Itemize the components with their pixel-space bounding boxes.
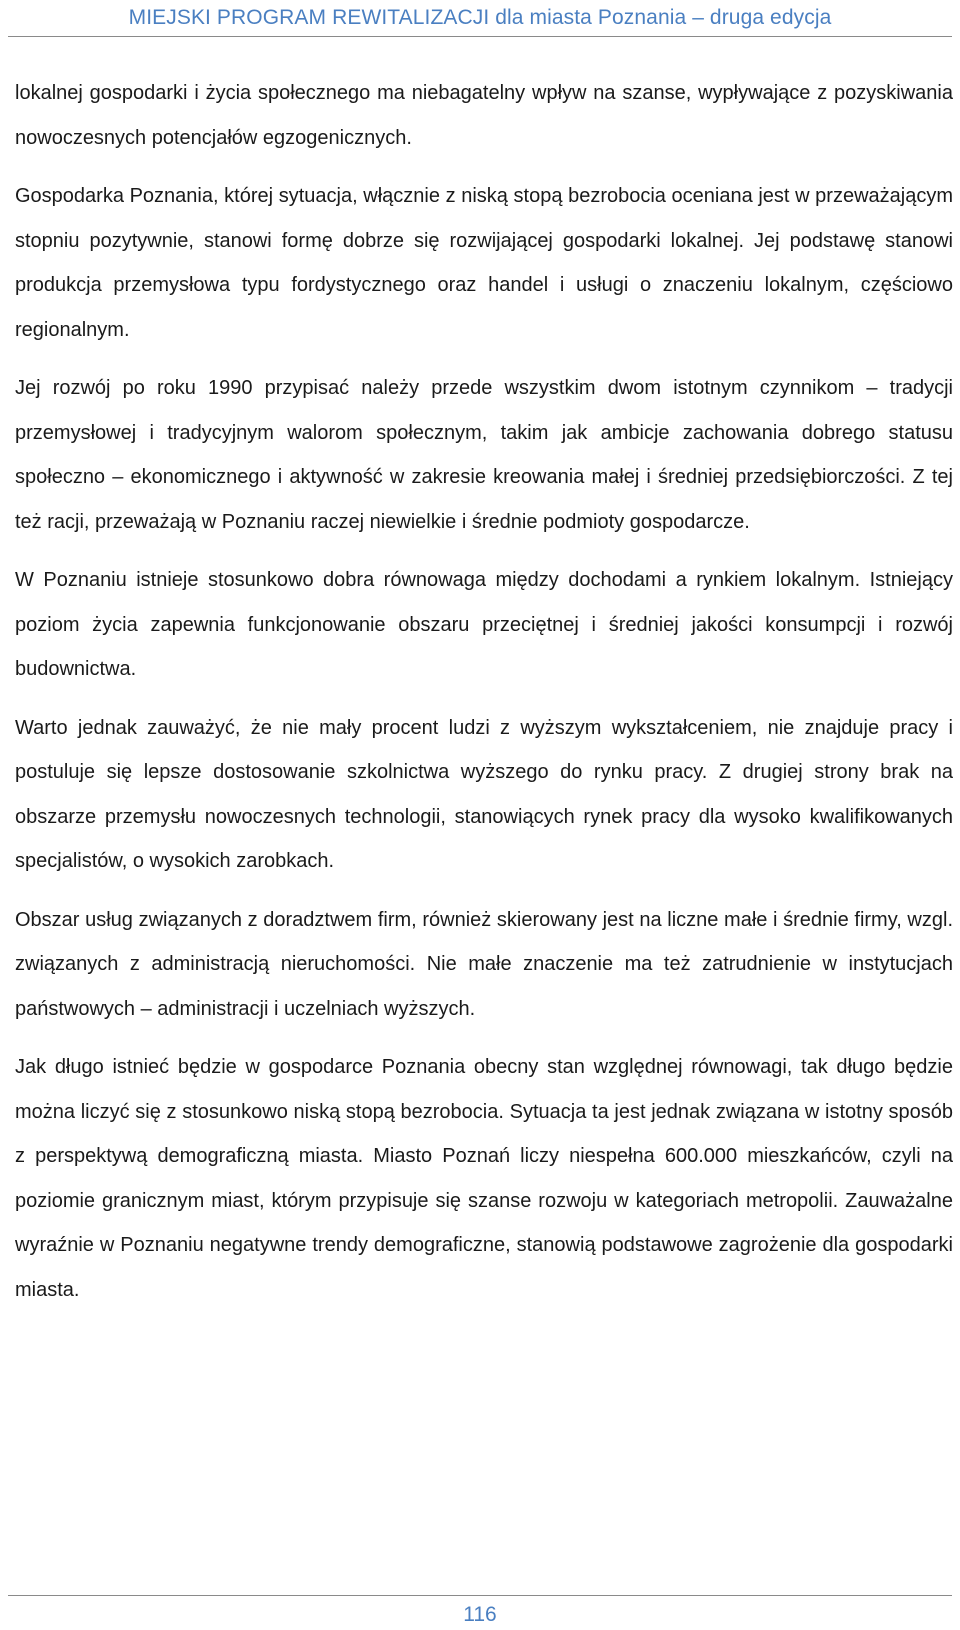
paragraph: W Poznaniu istnieje stosunkowo dobra równowaga między dochodami a rynkiem lokalnym. Istniejący poziom życia zapewnia funkcjonowanie obszaru przeciętnej i średniej jakości konsumpcji i rozwój budownictwa. bbox=[15, 569, 953, 680]
header-divider bbox=[8, 36, 952, 37]
paragraph: Obszar usług związanych z doradztwem firm, również skierowany jest na liczne małe i średnie firmy, wzgl. związanych z administracją nieruchomości. Nie małe znaczenie ma też zatrudnienie w instytucjach państwowych – administracji i uczelniach wyższych. bbox=[15, 908, 953, 1020]
paragraph: Jak długo istnieć będzie w gospodarce Poznania obecny stan względnej równowagi, tak długo będzie można liczyć się z stosunkowo niską stopą bezrobocia. Sytuacja ta jest jednak związana w istotny sposób z perspektywą demograficzną miasta. Miasto Poznań liczy niespełna 600.000 mieszkańców, czyli na poziomie granicznym miast, którym przypisuje się szanse rozwoju w kategoriach metropolii. Zauważalne wyraźnie w Poznaniu negatywne trendy demograficzne, stanowią podstawowe zagrożenie dla gospodarki miasta. bbox=[15, 1056, 953, 1301]
page-header bbox=[0, 0, 960, 36]
document-body bbox=[15, 71, 953, 1326]
paragraph: lokalnej gospodarki i życia społecznego ma niebagatelny wpływ na szanse, wypływające z pozyskiwania nowoczesnych potencjałów egzogenicznych. bbox=[15, 82, 953, 149]
paragraph: Warto jednak zauważyć, że nie mały procent ludzi z wyższym wykształceniem, nie znajduje pracy i postuluje się lepsze dostosowanie szkolnictwa wyższego do rynku pracy. Z drugiej strony brak na obszarze przemysłu nowoczesnych technologii, stanowiących rynek pracy dla wysoko kwalifikowanych specjalistów, o wysokich zarobkach. bbox=[15, 716, 953, 872]
page-number: 116 bbox=[463, 1603, 497, 1626]
page-footer bbox=[0, 1583, 960, 1630]
footer-divider bbox=[8, 1595, 952, 1596]
paragraph: Gospodarka Poznania, której sytuacja, włącznie z niską stopą bezrobocia oceniana jest w przeważającym stopniu pozytywnie, stanowi formę dobrze się rozwijającej gospodarki lokalnej. Jej podstawę stanowi produkcja przemysłowa typu fordystycznego oraz handel i usługi o znaczeniu lokalnym, częściowo regionalnym. bbox=[15, 185, 953, 341]
header-title: MIEJSKI PROGRAM REWITALIZACJI dla miasta Poznania – druga edycja bbox=[128, 6, 832, 29]
paragraph: Jej rozwój po roku 1990 przypisać należy przede wszystkim dwom istotnym czynnikom – tradycji przemysłowej i tradycyjnym walorom społecznym, takim jak ambicje zachowania dobrego statusu społeczno – ekonomicznego i aktywność w zakresie kreowania małej i średniej przedsiębiorczości. Z tej też racji, przeważają w Poznaniu raczej niewielkie i średnie podmioty gospodarcze. bbox=[15, 377, 953, 533]
